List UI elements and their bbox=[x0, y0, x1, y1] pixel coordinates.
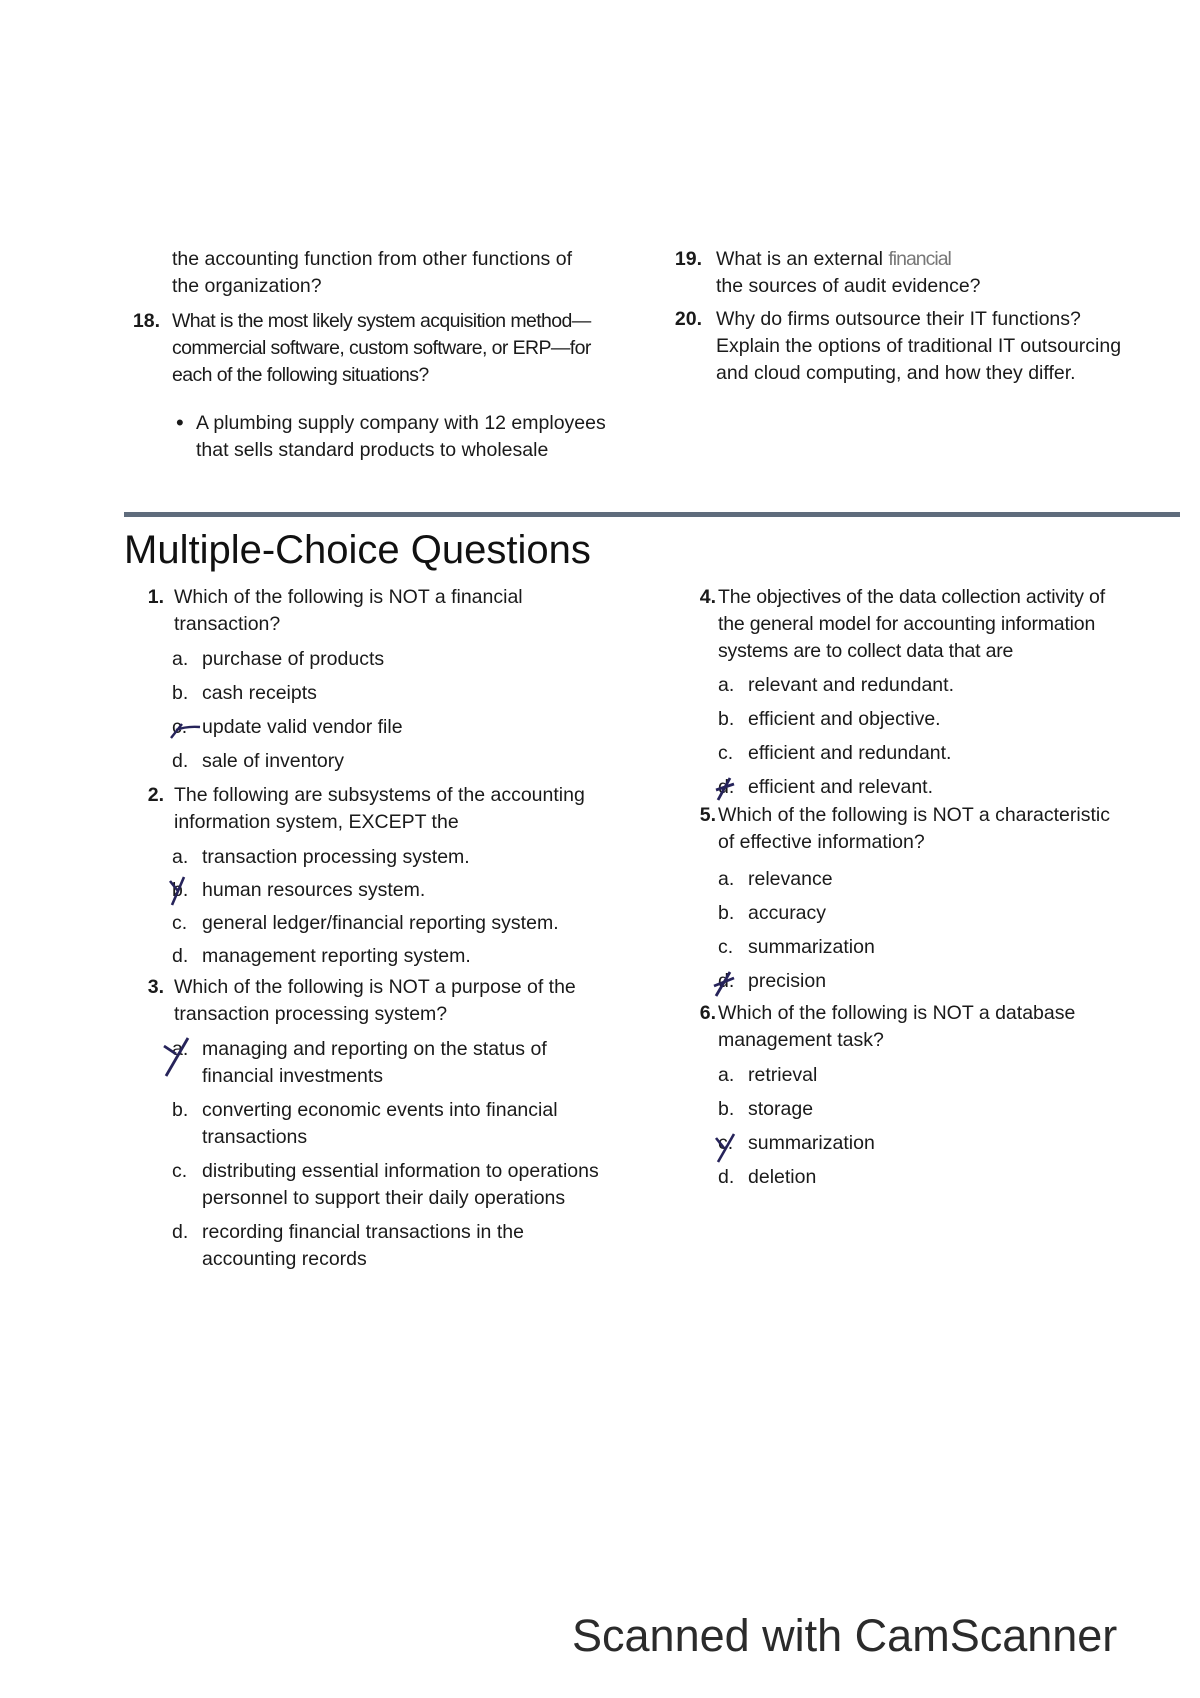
option-text: deletion bbox=[748, 1166, 817, 1188]
option-text: general ledger/financial reporting system. bbox=[202, 912, 559, 934]
q3-option-a bbox=[172, 1036, 652, 1097]
option-text: accuracy bbox=[748, 902, 827, 924]
q6-option-a bbox=[718, 1062, 1178, 1096]
option-letter: d. bbox=[172, 750, 189, 772]
option-text: transaction processing system. bbox=[202, 846, 470, 868]
q4-line-2: the general model for accounting information bbox=[718, 613, 1096, 635]
q19-line-1-faded: financial bbox=[888, 248, 951, 270]
q20-line-1: Why do firms outsource their IT functions? bbox=[716, 308, 1081, 330]
q5-options bbox=[718, 866, 1178, 1002]
scanner-watermark: Scanned with CamScanner bbox=[572, 1610, 1118, 1661]
q18-line-2: commercial software, custom software, or ERP—for bbox=[172, 337, 591, 359]
option-letter: d. bbox=[718, 776, 735, 798]
q6-number: 6. bbox=[699, 1002, 716, 1024]
q1-option-b bbox=[172, 680, 652, 714]
q6-option-c bbox=[718, 1130, 1178, 1164]
option-letter: b. bbox=[718, 1098, 735, 1120]
option-text: efficient and relevant. bbox=[748, 776, 934, 798]
q4-option-a bbox=[718, 672, 1178, 706]
option-text: storage bbox=[748, 1098, 814, 1120]
q4-number: 4. bbox=[699, 586, 716, 608]
q3-options bbox=[172, 1036, 652, 1280]
option-text: efficient and objective. bbox=[748, 708, 941, 730]
q17-line-1: the accounting function from other functions of bbox=[172, 248, 572, 270]
option-text-line: converting economic events into financial bbox=[202, 1099, 558, 1121]
q2-options bbox=[172, 844, 652, 976]
q3-option-b bbox=[172, 1097, 652, 1158]
q2-line-2: information system, EXCEPT the bbox=[174, 811, 459, 833]
section-rule bbox=[124, 512, 1180, 517]
q2-option-c bbox=[172, 910, 652, 943]
q6-line-1: Which of the following is NOT a database bbox=[718, 1002, 1076, 1024]
q5-line-2: of effective information? bbox=[718, 831, 925, 853]
q2-option-d bbox=[172, 943, 652, 976]
q19-line-2: the sources of audit evidence? bbox=[716, 275, 981, 297]
option-letter: c. bbox=[172, 912, 188, 934]
checkmark-icon bbox=[710, 970, 742, 998]
q5-number: 5. bbox=[699, 804, 716, 826]
q3-line-1: Which of the following is NOT a purpose of the bbox=[174, 976, 576, 998]
option-letter: c. bbox=[718, 742, 734, 764]
q4-options bbox=[718, 672, 1178, 808]
option-letter: c. bbox=[718, 936, 734, 958]
checkmark-icon bbox=[712, 776, 742, 804]
option-text bbox=[202, 1036, 547, 1090]
option-letter: d. bbox=[718, 970, 735, 992]
q2-number: 2. bbox=[147, 784, 164, 806]
section-heading: Multiple-Choice Questions bbox=[124, 528, 591, 572]
q3-option-d bbox=[172, 1219, 652, 1280]
q1-option-a bbox=[172, 646, 652, 680]
option-text: precision bbox=[748, 970, 827, 992]
q5-option-a bbox=[718, 866, 1178, 900]
bullet-line-1: A plumbing supply company with 12 employees bbox=[196, 412, 606, 434]
checkmark-icon bbox=[712, 1130, 744, 1164]
q5-option-b bbox=[718, 900, 1178, 934]
q5-line-1: Which of the following is NOT a characteristic bbox=[718, 804, 1110, 826]
q6-option-b bbox=[718, 1096, 1178, 1130]
q1-line-2: transaction? bbox=[174, 613, 281, 635]
q3-option-c bbox=[172, 1158, 652, 1219]
option-letter: d. bbox=[172, 945, 189, 967]
option-text bbox=[202, 1219, 524, 1273]
q5-option-d bbox=[718, 968, 1178, 1002]
q1-option-c bbox=[172, 714, 652, 748]
option-text: update valid vendor file bbox=[202, 716, 403, 738]
option-letter: c. bbox=[172, 716, 188, 738]
checkmark-icon bbox=[166, 875, 196, 907]
option-letter: a. bbox=[172, 648, 189, 670]
q5-option-c bbox=[718, 934, 1178, 968]
option-letter: c. bbox=[718, 1132, 734, 1154]
option-text: summarization bbox=[748, 936, 875, 958]
checkmark-icon bbox=[158, 1036, 198, 1080]
q18-line-3: each of the following situations? bbox=[172, 364, 429, 386]
q6-options bbox=[718, 1062, 1178, 1198]
option-text: purchase of products bbox=[202, 648, 385, 670]
option-letter: a. bbox=[718, 674, 735, 696]
option-letter: b. bbox=[718, 902, 735, 924]
checkmark-icon bbox=[168, 718, 202, 742]
q18-line-1: What is the most likely system acquisition method— bbox=[172, 310, 591, 332]
option-text: retrieval bbox=[748, 1064, 818, 1086]
option-letter: a. bbox=[718, 1064, 735, 1086]
q2-line-1: The following are subsystems of the accounting bbox=[174, 784, 585, 806]
q3-line-2: transaction processing system? bbox=[174, 1003, 448, 1025]
option-letter: a. bbox=[172, 1038, 189, 1060]
option-text: sale of inventory bbox=[202, 750, 344, 772]
q20-line-3: and cloud computing, and how they differ. bbox=[716, 362, 1076, 384]
option-text-line: distributing essential information to operations bbox=[202, 1160, 599, 1182]
q4-option-b bbox=[718, 706, 1178, 740]
q19-number: 19. bbox=[674, 248, 702, 270]
q17-line-2: the organization? bbox=[172, 275, 322, 297]
q20-line-2: Explain the options of traditional IT outsourcing bbox=[716, 335, 1122, 357]
option-text-line: managing and reporting on the status of bbox=[202, 1038, 547, 1060]
bullet-line-2: that sells standard products to wholesale bbox=[196, 439, 549, 461]
q20-number: 20. bbox=[674, 308, 702, 330]
q19-line-1 bbox=[716, 246, 981, 273]
q1-option-d bbox=[172, 748, 652, 782]
option-letter: b. bbox=[718, 708, 735, 730]
q4-option-c bbox=[718, 740, 1178, 774]
option-text bbox=[202, 1158, 599, 1212]
q3-number: 3. bbox=[147, 976, 164, 998]
option-text-line: personnel to support their daily operations bbox=[202, 1187, 566, 1209]
q4-line-3: systems are to collect data that are bbox=[718, 640, 1014, 662]
option-letter: c. bbox=[172, 1160, 188, 1182]
option-text: efficient and redundant. bbox=[748, 742, 952, 764]
option-letter: b. bbox=[172, 1099, 189, 1121]
option-letter: a. bbox=[718, 868, 735, 890]
option-letter: a. bbox=[172, 846, 189, 868]
option-letter: b. bbox=[172, 879, 189, 901]
option-text-line: transactions bbox=[202, 1126, 308, 1148]
q4-line-1: The objectives of the data collection activity of bbox=[718, 586, 1105, 608]
q6-line-2: management task? bbox=[718, 1029, 884, 1051]
q18-number: 18. bbox=[132, 310, 160, 332]
option-text-line: financial investments bbox=[202, 1065, 384, 1087]
option-text: human resources system. bbox=[202, 879, 426, 901]
option-text: relevance bbox=[748, 868, 833, 890]
q2-option-a bbox=[172, 844, 652, 877]
option-text: summarization bbox=[748, 1132, 875, 1154]
option-text-line: recording financial transactions in the bbox=[202, 1221, 524, 1243]
option-text: relevant and redundant. bbox=[748, 674, 954, 696]
option-letter: d. bbox=[718, 1166, 735, 1188]
q6-option-d bbox=[718, 1164, 1178, 1198]
q19-line-1-text: What is an external bbox=[716, 248, 883, 270]
option-text-line: accounting records bbox=[202, 1248, 367, 1270]
q1-line-1: Which of the following is NOT a financial bbox=[174, 586, 523, 608]
option-letter: d. bbox=[172, 1221, 189, 1243]
option-text: cash receipts bbox=[202, 682, 317, 704]
option-text: management reporting system. bbox=[202, 945, 471, 967]
option-text bbox=[202, 1097, 558, 1151]
q1-options bbox=[172, 646, 652, 782]
bullet-icon: • bbox=[176, 410, 184, 435]
q1-number: 1. bbox=[147, 586, 164, 608]
option-letter: b. bbox=[172, 682, 189, 704]
q2-option-b bbox=[172, 877, 652, 910]
question-17-tail bbox=[172, 246, 642, 300]
